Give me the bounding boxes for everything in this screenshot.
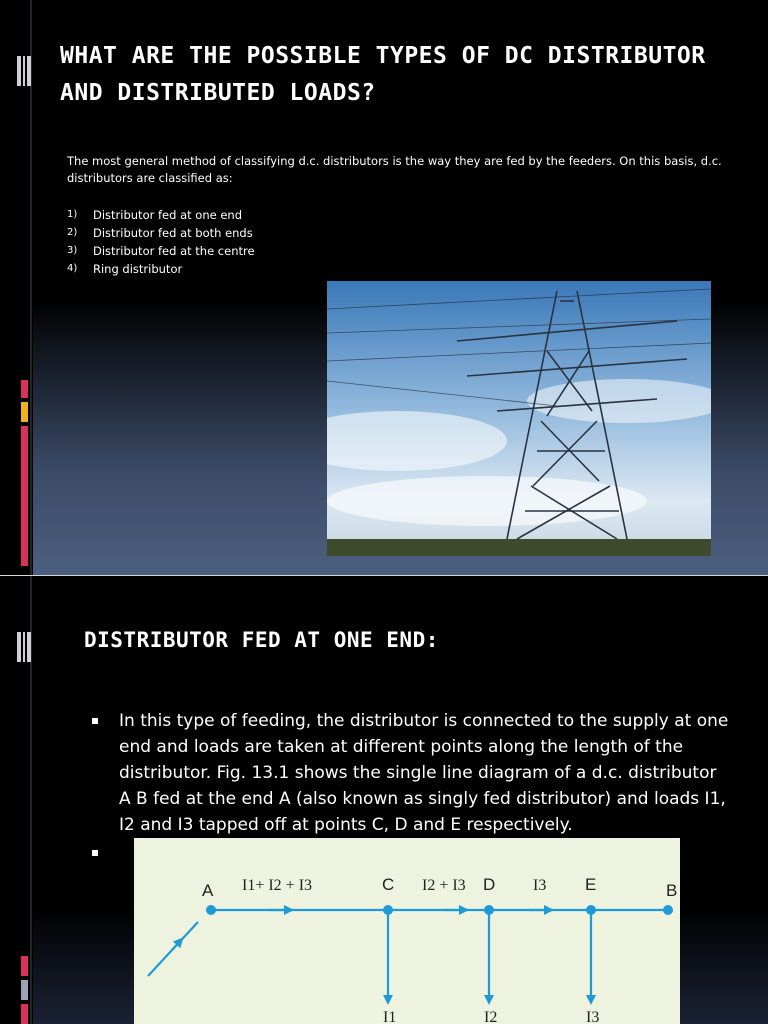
list-text: Ring distributor <box>93 262 183 276</box>
point-label-b: B <box>666 881 678 900</box>
load-label-d: I2 <box>484 1009 498 1024</box>
list-number: 4) <box>67 263 78 274</box>
node-e <box>586 905 596 915</box>
bullet-list <box>92 708 732 840</box>
load-label-c: I1 <box>383 1009 397 1024</box>
single-line-diagram <box>134 838 680 1024</box>
list-item <box>67 260 467 278</box>
list-text: Distributor fed at one end <box>93 208 243 222</box>
node-a <box>206 905 216 915</box>
current-label-cd: I2 + I3 <box>422 877 466 894</box>
point-label-d: D <box>483 875 496 894</box>
point-label-c: C <box>382 875 395 894</box>
slide-title: WHAT ARE THE POSSIBLE TYPES OF DC DISTRIBUTOR AND DISTRIBUTED LOADS? <box>60 43 706 106</box>
accent-bar <box>21 956 28 976</box>
slide-marker-icon <box>17 56 31 86</box>
node-c <box>383 905 393 915</box>
left-decor-line <box>30 0 32 575</box>
accent-bar <box>21 426 28 566</box>
list-number: 2) <box>67 227 78 238</box>
current-label-de: I3 <box>533 877 547 894</box>
distributor-type-list <box>67 206 467 278</box>
diagram-background <box>134 838 680 1024</box>
bullet-text: In this type of feeding, the distributor is connected to the supply at one end and loads are taken at different points along the length of the distributor. Fig. 13.1 shows the single line diagram of a d.c. distributor A B fed at the end A (also known as singly fed distributor) and loads I1, I2 and I3 tapped off at points C, D and E respectively. <box>119 711 729 835</box>
node-b <box>663 905 673 915</box>
bullet-icon <box>92 718 98 724</box>
accent-bar <box>21 1004 28 1024</box>
list-item <box>67 206 467 224</box>
bullet-icon <box>92 850 98 856</box>
left-decor-strip <box>0 0 33 575</box>
list-number: 1) <box>67 209 78 220</box>
slide-2 <box>0 576 768 1024</box>
point-label-e: E <box>585 875 597 894</box>
list-item <box>67 242 467 260</box>
load-label-e: I3 <box>586 1009 600 1024</box>
node-d <box>484 905 494 915</box>
list-item <box>67 224 467 242</box>
bullet-item <box>92 708 732 838</box>
point-label-a: A <box>202 881 214 900</box>
slide-title: DISTRIBUTOR FED AT ONE END: <box>84 628 439 652</box>
accent-bar <box>21 380 28 398</box>
transmission-tower-photo <box>327 281 711 556</box>
current-label-ac: I1+ I2 + I3 <box>242 877 313 894</box>
list-text: Distributor fed at both ends <box>93 226 253 240</box>
accent-bar <box>21 402 28 422</box>
list-number: 3) <box>67 245 78 256</box>
slide-marker-icon <box>17 632 31 662</box>
accent-bar <box>21 980 28 1000</box>
intro-text: The most general method of classifying d.c. distributors is the way they are fed by the feeders. On this basis, d.c. distributors are classified as: <box>67 154 722 185</box>
list-text: Distributor fed at the centre <box>93 244 255 258</box>
